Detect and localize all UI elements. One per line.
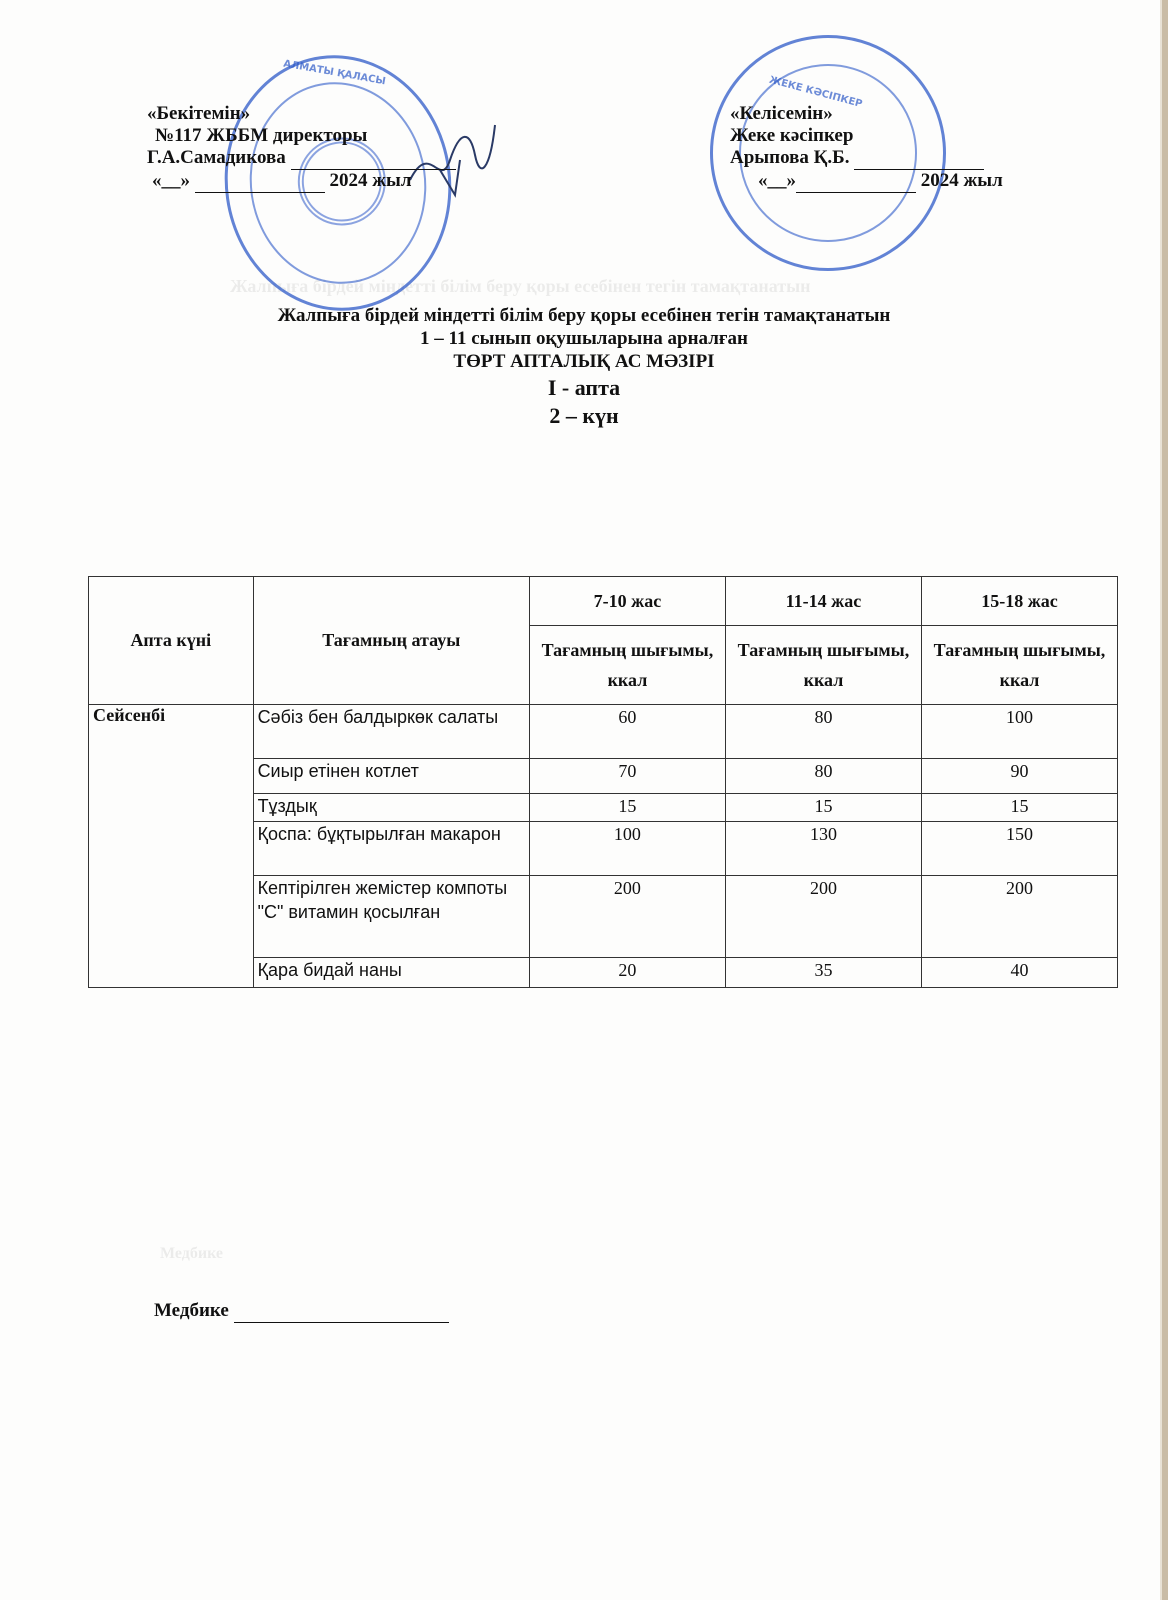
week-label: I - апта (547, 375, 621, 400)
dish-name: Сиыр етінен котлет (253, 759, 529, 794)
kcal-value: 15 (725, 794, 921, 822)
signature-line (854, 147, 984, 170)
dish-name: Кептірілген жемістер компоты "С" витамин қосылған (253, 876, 529, 958)
title-line-3: ТӨРТ АПТАЛЫҚ АС МӘЗІРІ (453, 351, 715, 372)
dish-name: Тұздық (253, 794, 529, 822)
page-edge (1162, 0, 1168, 1600)
approval-heading: «Бекітемін» (147, 103, 251, 124)
kcal-value: 15 (529, 794, 725, 822)
header-age-group: 7-10 жас (529, 577, 725, 626)
nurse-label: Медбике (154, 1300, 229, 1321)
kcal-value: 20 (529, 958, 725, 988)
kcal-value: 60 (529, 705, 725, 759)
date-line (796, 170, 916, 193)
kcal-value: 200 (921, 876, 1117, 958)
header-yield: Тағамның шығымы, ккал (725, 626, 921, 705)
dish-name: Қоспа: бұқтырылған макарон (253, 822, 529, 876)
menu-table (88, 576, 1118, 988)
stamp-text: АЛМАТЫ ҚАЛАСЫ (282, 58, 387, 88)
title-line-2: 1 – 11 сынып оқушыларына арналған (420, 328, 748, 349)
bleed-through-nurse: Медбике (160, 1245, 224, 1262)
kcal-value: 200 (529, 876, 725, 958)
approval-name: Арыпова Қ.Б. (730, 147, 850, 168)
day-cell: Сейсенбі (89, 705, 254, 988)
kcal-value: 90 (921, 759, 1117, 794)
approval-date-day: «__» (152, 170, 190, 191)
kcal-value: 100 (921, 705, 1117, 759)
header-day: Апта күні (89, 577, 254, 705)
kcal-value: 100 (529, 822, 725, 876)
approval-position: Жеке кәсіпкер (730, 125, 854, 146)
dish-name: Сәбіз бен балдыркөк салаты (253, 705, 529, 759)
stamp-text: ЖЕКЕ КӘСІПКЕР (767, 74, 864, 111)
date-line (195, 170, 325, 193)
kcal-value: 35 (725, 958, 921, 988)
approval-date-day: «__» (758, 170, 796, 191)
header-age-group: 15-18 жас (921, 577, 1117, 626)
kcal-value: 40 (921, 958, 1117, 988)
kcal-value: 130 (725, 822, 921, 876)
kcal-value: 80 (725, 705, 921, 759)
nurse-signature-line (234, 1300, 449, 1323)
header-yield: Тағамның шығымы, ккал (529, 626, 725, 705)
approval-heading: «Келісемін» (730, 103, 833, 124)
approval-year: 2024 жыл (920, 170, 1003, 191)
header-yield: Тағамның шығымы, ккал (921, 626, 1117, 705)
kcal-value: 15 (921, 794, 1117, 822)
dish-name: Қара бидай наны (253, 958, 529, 988)
kcal-value: 150 (921, 822, 1117, 876)
signature-line (291, 147, 456, 170)
approval-name: Г.А.Самадикова (147, 147, 286, 168)
document-title (0, 305, 1168, 430)
approval-year: 2024 жыл (329, 170, 412, 191)
bleed-through-text: Жалпыға бірдей міндетті білім беру қоры есебінен тегін тамақтанатын (230, 276, 811, 296)
kcal-value: 200 (725, 876, 921, 958)
header-dish: Тағамның атауы (253, 577, 529, 705)
day-label: 2 – күн (549, 403, 619, 428)
title-line-1: Жалпыға бірдей міндетті білім беру қоры есебінен тегін тамақтанатын (277, 305, 891, 326)
approval-block-supplier (730, 103, 1003, 193)
kcal-value: 70 (529, 759, 725, 794)
header-age-group: 11-14 жас (725, 577, 921, 626)
nurse-signature-block (154, 1300, 449, 1323)
table-row (89, 705, 1118, 759)
kcal-value: 80 (725, 759, 921, 794)
approval-block-director (147, 103, 456, 193)
approval-position: №117 ЖББМ директоры (155, 125, 368, 146)
